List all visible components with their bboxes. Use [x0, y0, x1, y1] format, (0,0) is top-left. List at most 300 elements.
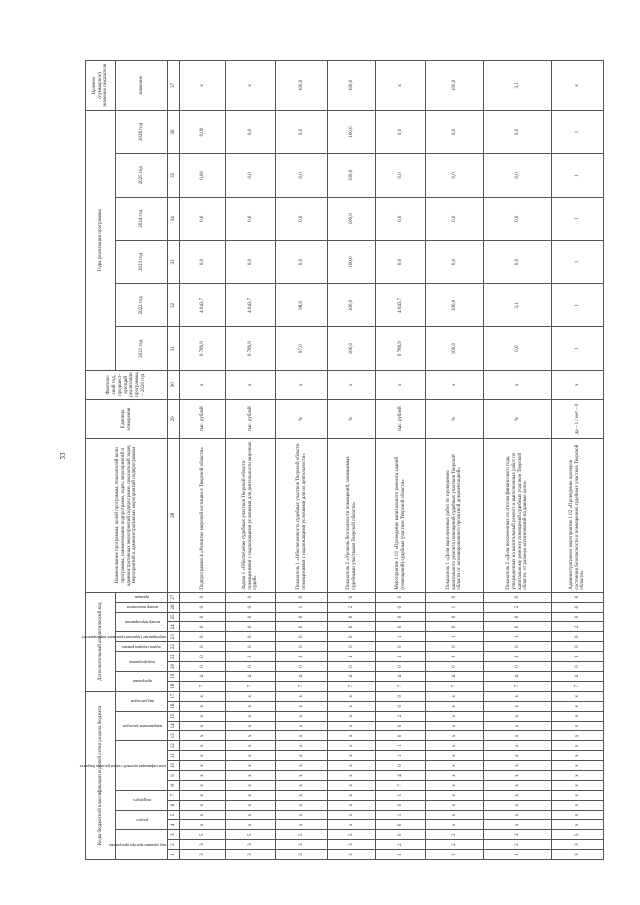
code-cell: 0	[328, 642, 376, 652]
code-cell: 0	[376, 612, 426, 622]
code-cell: х	[426, 691, 484, 701]
row-actual: х	[484, 370, 552, 399]
header-name: Наименование программы, целей программы, показателей цели программы, наименование подпрограмм, задач, мероприятий и административных мероприятий подпрограмм, показателей задач, мероприятий и административных мероприятий подпрограммы	[86, 438, 168, 592]
row-year-value: 9 789,9	[180, 327, 226, 370]
table-row	[328, 61, 376, 860]
row-year-value: 0,0	[226, 110, 276, 153]
code-cell: х	[426, 721, 484, 731]
code-cell: 3	[180, 840, 226, 850]
row-year-value: 0,0	[376, 154, 426, 197]
colnum: 34	[168, 197, 180, 240]
code-cell: 4	[226, 671, 276, 681]
row-year-value: 100,0	[426, 327, 484, 370]
code-cell: 1	[376, 632, 426, 642]
code-cell: х	[328, 751, 376, 761]
code-cell: х	[276, 800, 328, 810]
row-name: Подпрограмма 4 «Развитие мировой юстиции в Тверской области»	[180, 438, 226, 592]
colnum: 22	[168, 642, 180, 652]
code-cell: х	[552, 800, 604, 810]
row-year-value: 0,0	[484, 240, 552, 283]
code-cell: х	[552, 721, 604, 731]
code-cell: 0	[376, 622, 426, 632]
code-cell: х	[276, 701, 328, 711]
code-cell: 5	[180, 830, 226, 840]
code-cell: х	[328, 701, 376, 711]
code-cell: х	[226, 751, 276, 761]
row-year-value: 98,0	[276, 284, 328, 327]
code-cell: 1	[276, 602, 328, 612]
code-cell: 0	[484, 592, 552, 602]
code-cell: 0	[328, 592, 376, 602]
header-budget-subcol-label: классификация целевой статьи расхода бюджета	[79, 763, 166, 769]
header-year: 2022 год	[116, 284, 168, 327]
code-cell: х	[552, 810, 604, 820]
row-year-value: 0,00	[180, 154, 226, 197]
code-cell: х	[276, 751, 328, 761]
code-cell: 4	[426, 671, 484, 681]
colnum: 20	[168, 661, 180, 671]
header-budget-codes: Коды бюджетной классификации кодовой сетки раздела бюджета	[86, 691, 116, 859]
code-cell: 0	[376, 721, 426, 731]
code-cell: 0	[226, 592, 276, 602]
header-extra-subcol	[116, 652, 168, 672]
row-year-value: 97,0	[276, 327, 328, 370]
code-cell: 4	[328, 671, 376, 681]
code-cell: х	[276, 731, 328, 741]
code-cell: 1	[376, 652, 426, 662]
code-cell: х	[328, 731, 376, 741]
header-target-value: значение	[116, 61, 168, 111]
code-cell: 0	[180, 622, 226, 632]
code-cell: х	[276, 711, 328, 721]
code-cell: х	[426, 780, 484, 790]
code-cell: 4	[484, 671, 552, 681]
colnum: 36	[168, 110, 180, 153]
code-cell: х	[484, 800, 552, 810]
code-cell: х	[226, 731, 276, 741]
code-cell: 1	[426, 652, 484, 662]
row-actual: х	[226, 370, 276, 399]
code-cell: х	[226, 761, 276, 771]
code-cell: х	[276, 790, 328, 800]
code-cell: 0	[376, 800, 426, 810]
code-cell: 7	[484, 681, 552, 691]
colnum: 8	[168, 780, 180, 790]
code-cell: 5	[226, 830, 276, 840]
code-cell: 5	[376, 790, 426, 800]
rotated-table-sheet	[79, 60, 586, 860]
header-target: Целевое (суммарное) значение показателя	[86, 61, 116, 111]
code-cell: 4	[276, 671, 328, 681]
row-unit: тыс. рублей	[376, 399, 426, 438]
code-cell: х	[328, 780, 376, 790]
row-actual: х	[376, 370, 426, 399]
code-cell: х	[426, 790, 484, 800]
code-cell: 0	[226, 612, 276, 622]
code-cell: х	[226, 741, 276, 751]
code-cell: 1	[552, 652, 604, 662]
program-table	[79, 60, 604, 860]
code-cell: 0	[426, 642, 484, 652]
code-cell: 3	[552, 850, 604, 860]
code-cell: х	[552, 780, 604, 790]
row-name: Мероприятие 1.01 «Проведение капитального ремонта зданий (помещений) судебных участков Тверской области»	[376, 438, 426, 592]
code-cell: 0	[376, 661, 426, 671]
colnum: 33	[168, 240, 180, 283]
code-cell: х	[552, 711, 604, 721]
row-year-value: 0,0	[376, 240, 426, 283]
colnum: 16	[168, 701, 180, 711]
code-cell: 0	[376, 602, 426, 612]
colnum: 4	[168, 820, 180, 830]
row-unit: тыс. рублей	[180, 399, 226, 438]
code-cell: х	[276, 780, 328, 790]
code-cell: 0	[226, 642, 276, 652]
colnum: 26	[168, 602, 180, 612]
row-year-value: 100,0	[328, 110, 376, 153]
code-cell: 1	[426, 602, 484, 612]
header-year: 2026 год	[116, 110, 168, 153]
code-cell: 0	[426, 592, 484, 602]
header-unit: Единица измерения	[86, 399, 168, 438]
code-cell: 1	[376, 741, 426, 751]
code-cell: х	[226, 780, 276, 790]
code-cell: 0	[328, 632, 376, 642]
code-cell: х	[552, 770, 604, 780]
code-cell: х	[552, 691, 604, 701]
row-name: Показатель 2 «Доля неосвоенных по итогам финансового года, утвержденных на капитальный ремонт и выполненных работ по капитальному ремонту помещений судебных участков Тверской области, от размера ассигнований на данные цели»	[484, 438, 552, 592]
header-actual: Фактиче-ский год, предшест-вующий реализации программы, – 2020 год	[86, 370, 168, 399]
row-year-value: 1	[552, 240, 604, 283]
code-cell: 0	[376, 731, 426, 741]
header-budget-subcol	[79, 741, 168, 790]
code-cell: х	[180, 751, 226, 761]
header-year: 2024 год	[116, 197, 168, 240]
row-year-value: 0,0	[180, 197, 226, 240]
code-cell: 0	[276, 592, 328, 602]
header-budget-subcol-label: вид расходов	[129, 699, 154, 705]
code-cell: 0	[226, 622, 276, 632]
code-cell: 1	[276, 652, 328, 662]
code-cell: 1	[484, 632, 552, 642]
code-cell: х	[426, 701, 484, 711]
table-row	[426, 61, 484, 860]
code-cell: х	[552, 701, 604, 711]
code-cell: х	[328, 800, 376, 810]
code-cell: х	[552, 751, 604, 761]
table-row	[276, 61, 328, 860]
code-cell: х	[226, 800, 276, 810]
code-cell: х	[426, 751, 484, 761]
code-cell: 5	[276, 830, 328, 840]
row-year-value: 4 043,7	[226, 284, 276, 327]
header-budget-subcol	[116, 711, 168, 741]
colnum: 11	[168, 751, 180, 761]
row-year-value: 0,0	[276, 240, 328, 283]
code-cell: х	[328, 810, 376, 820]
code-cell: 0	[180, 632, 226, 642]
code-cell: 0	[180, 652, 226, 662]
code-cell: 2	[552, 622, 604, 632]
row-year-value: 0,0	[226, 240, 276, 283]
header-extra-subcol-label: задача подпрограммы	[122, 644, 161, 650]
code-cell: х	[328, 820, 376, 830]
code-cell: 1	[376, 751, 426, 761]
code-cell: х	[484, 731, 552, 741]
code-cell: 3	[328, 850, 376, 860]
code-cell: 2	[426, 840, 484, 850]
row-year-value: 100,0	[328, 240, 376, 283]
row-year-value: 0,0	[484, 110, 552, 153]
code-cell: 1	[328, 652, 376, 662]
row-year-value: 0,0	[426, 110, 484, 153]
colnum: 12	[168, 741, 180, 751]
row-year-value: 0,0	[180, 240, 226, 283]
colnum: 3	[168, 830, 180, 840]
code-cell: х	[180, 741, 226, 751]
code-cell: 7	[376, 780, 426, 790]
row-unit: %	[328, 399, 376, 438]
code-cell: х	[180, 820, 226, 830]
code-cell: х	[484, 711, 552, 721]
table-row	[484, 61, 552, 860]
row-target: 3,1	[484, 61, 552, 111]
row-year-value: 0,00	[180, 110, 226, 153]
row-unit: да – 1 / нет – 0	[552, 399, 604, 438]
code-cell: х	[328, 741, 376, 751]
code-cell: х	[552, 761, 604, 771]
code-cell: х	[426, 810, 484, 820]
row-target: х	[180, 61, 226, 111]
code-cell: х	[180, 721, 226, 731]
row-unit: тыс. рублей	[226, 399, 276, 438]
colnum: 6	[168, 800, 180, 810]
code-cell: х	[552, 790, 604, 800]
code-cell: 3	[226, 840, 276, 850]
code-cell: 7	[376, 681, 426, 691]
colnum: 24	[168, 622, 180, 632]
row-name: Показатель 1 «Обеспеченность судебных участков Тверской области помещениями с надлежащими условиями для их деятельности»	[276, 438, 328, 592]
code-cell: х	[426, 800, 484, 810]
code-cell: 1	[376, 850, 426, 860]
colnum: 25	[168, 612, 180, 622]
colnum: 7	[168, 790, 180, 800]
header-budget-subcol-label: направление расходов	[121, 724, 162, 730]
code-cell: х	[226, 721, 276, 731]
code-cell: х	[276, 820, 328, 830]
row-year-value: 0,0	[376, 197, 426, 240]
code-cell: х	[180, 691, 226, 701]
code-cell: х	[484, 751, 552, 761]
code-cell: 4	[376, 671, 426, 681]
code-cell: 2	[484, 840, 552, 850]
code-cell: 0	[376, 701, 426, 711]
row-year-value: 4 043,7	[180, 284, 226, 327]
colnum: 35	[168, 154, 180, 197]
row-actual: х	[276, 370, 328, 399]
row-year-value: 0,0	[276, 197, 328, 240]
header-budget-subcol	[116, 790, 168, 810]
colnum: 10	[168, 761, 180, 771]
code-cell: х	[328, 691, 376, 701]
code-cell: 4	[552, 671, 604, 681]
code-cell: 3	[226, 850, 276, 860]
code-cell: х	[180, 780, 226, 790]
colnum: 37	[168, 61, 180, 111]
row-name: Административное мероприятие 1.02 «Проведение проверок состояния безопасности в помещениях судебных участков Тверской области»	[552, 438, 604, 592]
code-cell: х	[426, 711, 484, 721]
header-extra-subcol-label: программа	[131, 679, 152, 685]
code-cell: х	[276, 770, 328, 780]
code-cell: х	[180, 810, 226, 820]
row-year-value: 1	[552, 284, 604, 327]
code-cell: 0	[180, 661, 226, 671]
code-cell: 0	[552, 661, 604, 671]
table-row	[552, 61, 604, 860]
code-cell: х	[328, 761, 376, 771]
code-cell: х	[180, 761, 226, 771]
header-year: 2023 год	[116, 240, 168, 283]
code-cell: х	[226, 711, 276, 721]
code-cell: 5	[328, 830, 376, 840]
code-cell: х	[276, 691, 328, 701]
code-cell: 0	[376, 642, 426, 652]
header-extra-subcol-label: мероприятие (административное мероприятие)	[81, 634, 166, 640]
code-cell: х	[276, 721, 328, 731]
row-unit: %	[276, 399, 328, 438]
code-cell: х	[484, 780, 552, 790]
code-cell: 7	[328, 681, 376, 691]
colnum: 21	[168, 652, 180, 662]
code-cell: 0	[552, 632, 604, 642]
code-cell: 4	[180, 671, 226, 681]
code-cell: х	[276, 761, 328, 771]
code-cell: 0	[180, 592, 226, 602]
table-row	[180, 61, 226, 860]
code-cell: х	[552, 741, 604, 751]
code-cell: х	[426, 761, 484, 771]
row-year-value: 0,0	[376, 110, 426, 153]
code-cell: 0	[276, 642, 328, 652]
code-cell: 0	[328, 661, 376, 671]
code-cell: х	[552, 731, 604, 741]
code-cell: 0	[276, 622, 328, 632]
code-cell: 0	[180, 642, 226, 652]
code-cell: х	[426, 820, 484, 830]
row-year-value: 1	[552, 197, 604, 240]
code-cell: 5	[552, 830, 604, 840]
code-cell: х	[276, 810, 328, 820]
row-unit: %	[426, 399, 484, 438]
row-target: 100,0	[276, 61, 328, 111]
code-cell: 4	[376, 770, 426, 780]
row-target: 100,0	[328, 61, 376, 111]
row-year-value: 0,0	[426, 154, 484, 197]
colnum: 19	[168, 671, 180, 681]
header-budget-subcol-label: код администратора программы	[108, 842, 166, 848]
code-cell: 2	[376, 840, 426, 850]
row-year-value: 1	[552, 110, 604, 153]
row-year-value: 100,0	[328, 197, 376, 240]
code-cell: 0	[376, 761, 426, 771]
colnum: 23	[168, 632, 180, 642]
colnum: 31	[168, 327, 180, 370]
row-year-value: 9 789,9	[226, 327, 276, 370]
code-cell: 1	[426, 632, 484, 642]
code-cell: х	[180, 701, 226, 711]
row-target: 100,0	[426, 61, 484, 111]
row-actual: х	[552, 370, 604, 399]
code-cell: 2	[426, 830, 484, 840]
header-budget-subcol-label: подраздел	[132, 798, 151, 804]
code-cell: х	[426, 731, 484, 741]
colnum: 15	[168, 711, 180, 721]
code-cell: х	[484, 761, 552, 771]
header-budget-subcol	[108, 830, 168, 860]
code-cell: 0	[376, 830, 426, 840]
colnum: 9	[168, 770, 180, 780]
row-actual: х	[328, 370, 376, 399]
code-cell: 7	[276, 681, 328, 691]
row-year-value: 0,0	[226, 154, 276, 197]
code-cell: 0	[376, 820, 426, 830]
code-cell: 0	[552, 642, 604, 652]
row-unit: %	[484, 399, 552, 438]
header-extra-subcol	[81, 632, 168, 642]
row-year-value: 1	[552, 154, 604, 197]
code-cell: 7	[552, 681, 604, 691]
code-cell: 2	[328, 602, 376, 612]
code-cell: 1	[226, 652, 276, 662]
code-cell: х	[426, 770, 484, 780]
colnum: 18	[168, 681, 180, 691]
code-cell: 0	[328, 622, 376, 632]
colnum: 13	[168, 731, 180, 741]
code-cell: 0	[426, 661, 484, 671]
code-cell: х	[484, 790, 552, 800]
row-year-value: 3,1	[484, 284, 552, 327]
header-year: 2021 год	[116, 327, 168, 370]
code-cell: 0	[552, 612, 604, 622]
code-cell: 0	[328, 612, 376, 622]
code-cell: х	[226, 790, 276, 800]
row-target: х	[376, 61, 426, 111]
code-cell: 0	[484, 622, 552, 632]
code-cell: 3	[328, 840, 376, 850]
code-cell: х	[552, 820, 604, 830]
code-cell: х	[328, 790, 376, 800]
code-cell: 2	[484, 602, 552, 612]
header-extra-subcol-label: признак	[134, 595, 149, 601]
code-cell: х	[180, 731, 226, 741]
code-cell: х	[484, 810, 552, 820]
code-cell: х	[484, 721, 552, 731]
header-extra-subcol	[116, 602, 168, 612]
row-year-value: 9 789,9	[376, 327, 426, 370]
colnum: 29	[168, 399, 180, 438]
row-year-value: 100,0	[328, 284, 376, 327]
code-cell: х	[226, 691, 276, 701]
code-cell: 2	[484, 830, 552, 840]
code-cell: 0	[552, 602, 604, 612]
row-year-value: 4 043,7	[376, 284, 426, 327]
header-years: Годы реализации программы	[86, 110, 116, 370]
code-cell: 1	[376, 810, 426, 820]
colnum: 2	[168, 840, 180, 850]
row-actual: х	[426, 370, 484, 399]
code-cell: 0	[426, 622, 484, 632]
header-extra-code: Дополнительный аналитический код	[86, 592, 116, 691]
